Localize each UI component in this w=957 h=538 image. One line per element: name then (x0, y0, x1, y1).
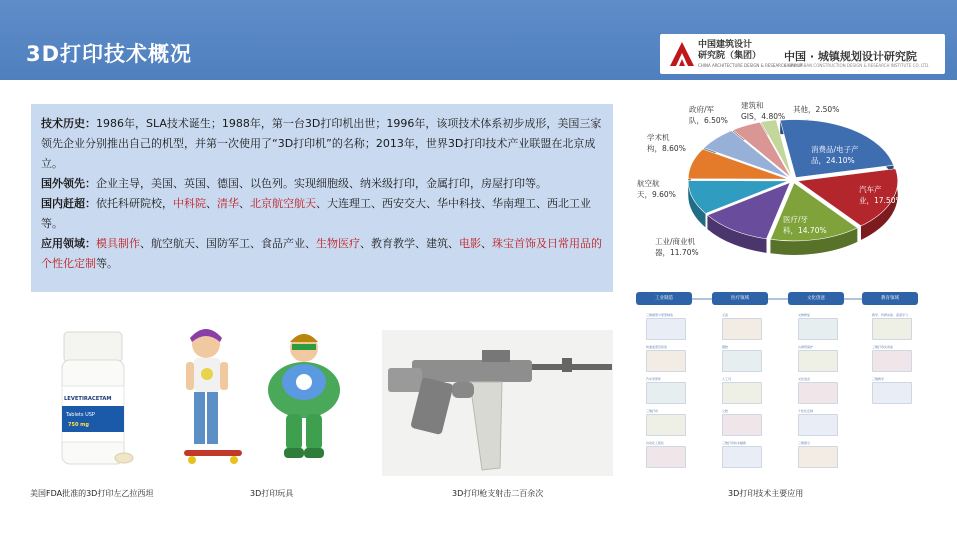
org-name: 中国建筑设计 研究院（集团） (698, 40, 762, 61)
domestic-prefix: 依托科研院校， (96, 197, 173, 210)
overview-box (31, 104, 613, 292)
app-column-header-0: 工业制造 (636, 292, 692, 305)
app-column-header-1: 医疗领域 (712, 292, 768, 305)
dept-name: 中国 · 城镇规划设计研究院 (784, 50, 917, 63)
domestic-highlight-1: 中科院 (173, 197, 206, 210)
app-item-caption: 三维模型与原型制造 (646, 313, 674, 317)
pie-label-7: 建筑和 GIS，4.80% (741, 101, 786, 121)
medicine-photo (58, 330, 138, 470)
application-mid-2: 、教育教学、建筑、 (360, 237, 459, 250)
application-highlight-1: 模具制作 (96, 237, 140, 250)
application-highlight-2: 生物医疗 (316, 237, 360, 250)
application-mid-1: 、航空航天、国防军工、食品产业、 (140, 237, 316, 250)
domestic-paragraph (41, 194, 603, 234)
app-item-caption: 文化创意 (798, 377, 811, 381)
app-item-caption: 三维展示 (798, 441, 811, 445)
foreign-label: 国外领先： (41, 177, 96, 190)
app-item-caption: 三维打印实训室 (872, 345, 894, 349)
industry-pie-chart (623, 96, 933, 268)
application-highlight-4: 珠宝首饰及日常用品的个性化定制 (41, 237, 602, 270)
domestic-sep-1: 、 (206, 197, 217, 210)
app-item-caption: 义肢 (722, 409, 729, 413)
pie-label-1: 汽车产业，17.50% (859, 185, 903, 205)
pie-label-2: 医疗/牙科，14.70% (783, 215, 827, 235)
domestic-highlight-2: 清华 (217, 197, 239, 210)
foreign-text: 企业主导，美国、英国、德国、以色列。实现细胞级、纳米级打印，金属打印，房屋打印等。 (96, 177, 547, 190)
app-item-caption: 快速成型及铸造 (646, 345, 668, 349)
pie-label-4: 航空航天，9.60% (637, 179, 676, 199)
pie-label-8: 其他，2.50% (793, 105, 840, 114)
toy-figures-icon (176, 322, 366, 472)
medicine-bottle-icon (58, 330, 138, 470)
dept-sub: CHINA URBAN CONSTRUCTION DESIGN & RESEARCH INSTITUTE CO. LTD. (784, 63, 930, 68)
app-item-caption: 义齿 (722, 313, 729, 317)
app-column-header-2: 文化创意 (788, 292, 844, 305)
application-sep-1: 、 (481, 237, 492, 250)
pie-label-3: 工业/商业机器，11.70% (655, 237, 699, 257)
domestic-suffix: 、大连理工、西安交大、华中科技、华南理工、西北工业等。 (41, 197, 591, 230)
application-suffix: 等。 (96, 257, 118, 270)
app-item-caption: 自动化工程化 (646, 441, 665, 445)
app-connectors (636, 292, 922, 477)
applications-diagram (636, 292, 922, 477)
org-sub: CHINA ARCHITECTURE DESIGN & RESEARCH GROUP (698, 63, 803, 68)
app-item-caption: 个性化定制 (798, 409, 814, 413)
domestic-sep-2: 、 (239, 197, 250, 210)
application-highlight-3: 电影 (459, 237, 481, 250)
medicine-caption: 美国FDA批准的3D打印左乙拉西坦 (30, 489, 154, 498)
toys-caption: 3D打印玩具 (250, 489, 294, 498)
foreign-paragraph (41, 174, 603, 194)
application-paragraph (41, 234, 603, 274)
history-label: 技术历史： (41, 117, 96, 130)
gun-photo (382, 330, 613, 476)
logo-icon (668, 40, 696, 68)
bottle-dose: 750 mg (68, 422, 89, 428)
bottle-form: Tablets USP (66, 412, 95, 418)
pie-label-0: 消费品/电子产品，24.10% (811, 145, 859, 165)
slide-title: 3D打印技术概况 (26, 42, 193, 66)
app-item-caption: 假肢 (722, 345, 729, 349)
apps-caption: 3D打印技术主要应用 (728, 489, 804, 498)
printed-rifle-icon (382, 330, 613, 476)
gun-caption: 3D打印枪支射击二百余次 (452, 489, 544, 498)
app-column-header-3: 教育领域 (862, 292, 918, 305)
domestic-highlight-3: 北京航空航天 (250, 197, 316, 210)
domestic-label: 国内赶超： (41, 197, 96, 210)
toys-photo (176, 322, 366, 472)
app-item-caption: 古建筑保护 (798, 345, 814, 349)
history-text: 1986年，SLA技术诞生；1988年，第一台3D打印机出世；1996年，该项技术体系初步成形，美国三家领先企业分别推出自己的机型，并第一次使用了“3D打印机”的名称；2013年，世界3D打印技术产业联盟在北京成立。 (41, 117, 602, 170)
pie-chart-svg (623, 96, 933, 268)
app-item-caption: 人工耳 (722, 377, 732, 381)
pie-label-6: 政府/军队，6.50% (689, 105, 728, 125)
pie-label-5: 学术机构，8.60% (647, 133, 686, 153)
application-label: 应用领域： (41, 237, 96, 250)
logo-area (660, 34, 945, 74)
app-item-caption: 三维打印技术辅助 (722, 441, 747, 445)
app-item-caption: 三维教学 (872, 377, 885, 381)
history-paragraph (41, 114, 603, 174)
app-item-caption: 文物修复 (798, 313, 811, 317)
app-item-caption: 三维打印 (646, 409, 659, 413)
app-item-caption: 教学、科研实验、深度学习 (872, 313, 909, 317)
bottle-drug-name: LEVETIRACETAM (64, 396, 112, 402)
app-item-caption: 汽车零部件 (646, 377, 662, 381)
